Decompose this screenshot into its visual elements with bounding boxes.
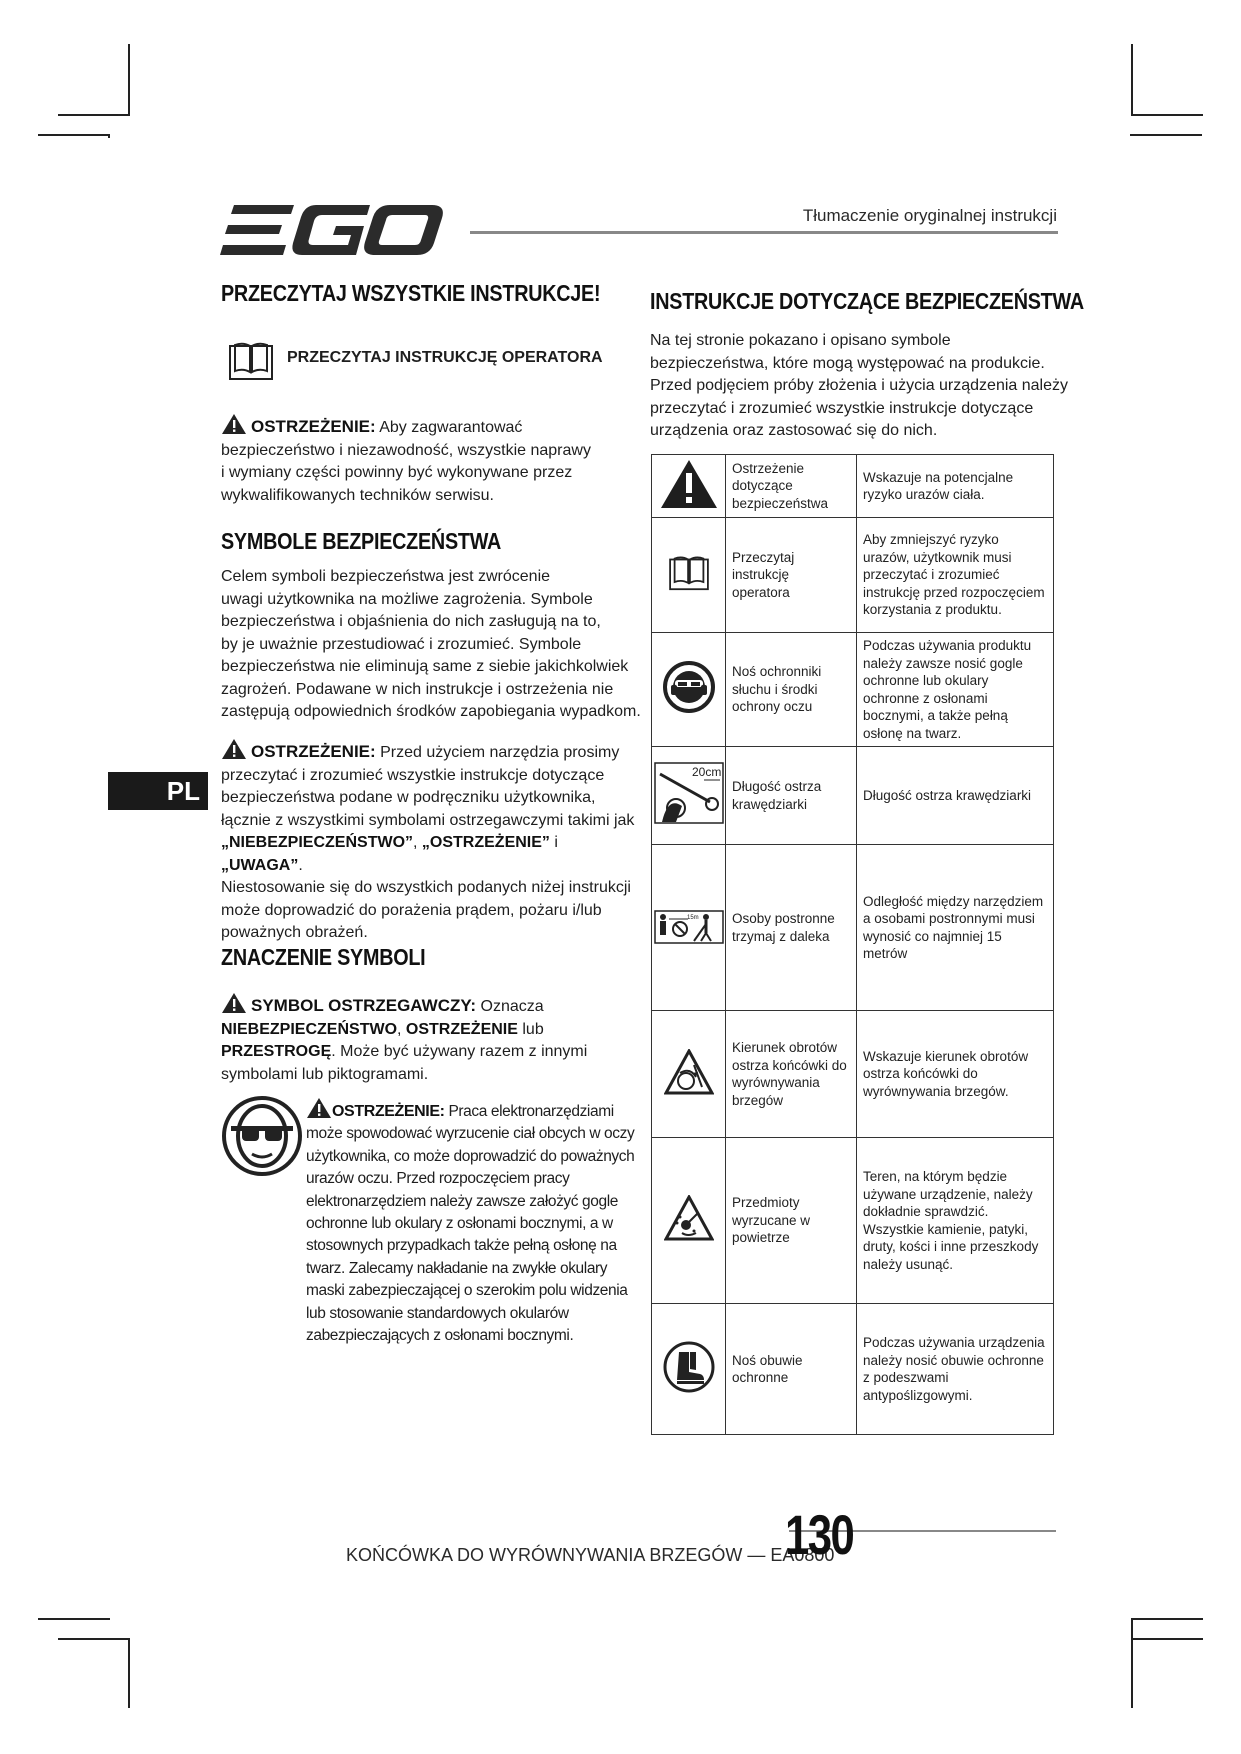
- icon-cell: [652, 1138, 726, 1304]
- warning-triangle-icon: [306, 1097, 332, 1119]
- blade-length-icon: [654, 762, 724, 824]
- symbol-name: Ostrzeżenie dotyczące bezpieczeństwa: [726, 455, 857, 518]
- ego-logo: [220, 203, 445, 257]
- symbols-paragraph: Celem symboli bezpieczeństwa jest zwrócenie uwagi użytkownika na możliwe zagrożenia. Symbole bezpieczeństwa i objaśnienia do nich zasługują na to, by je uważnie przestudiować i zrozumieć. Symbole bezpieczeństwa nie eliminują same z siebie jakichkolwiek zagrożeń. Podawane w nich instrukcje i ostrzeżenia nie zastępują odpowiednich środków zapobiegania wypadkom.: [221, 568, 641, 720]
- warning-repairs: OSTRZEŻENIE: Aby zagwarantować bezpieczeństwo i niezawodność, wszystkie naprawy i wymiany części powinny być wykonywane przez wykwalifikowanych techników serwisu.: [221, 413, 621, 507]
- symbol-description: Aby zmniejszyć ryzyko urazów, użytkownik musi przeczytać i zrozumieć instrukcję przed rozpoczęciem korzystania z produktu.: [857, 518, 1054, 633]
- table-row: [652, 1304, 1054, 1435]
- blade-rotation-icon: [664, 1049, 714, 1095]
- symbol-description: Wskazuje kierunek obrotów ostrza końcówki do wyrównywania brzegów.: [857, 1011, 1054, 1138]
- eye-protection-icon: [221, 1094, 303, 1178]
- crop-mark: [58, 114, 130, 116]
- symbol-description: Długość ostrza krawędziarki: [857, 747, 1054, 845]
- symbol-description: Podczas używania urządzenia należy nosić obuwie ochronne z podeszwami antypoślizgowymi.: [857, 1304, 1054, 1435]
- icon-cell: [652, 747, 726, 845]
- eye-protection-warning: OSTRZEŻENIE: Praca elektronarzędziami może spowodować wyrzucenie ciał obcych w oczy użytkownika, co może doprowadzić do poważnych urazów oczu. Przed rozpoczęciem pracy elektronarzędziem należy zawsze założyć gogle ochronne lub okulary z osłonami bocznymi, a w stosownych przypadkach także pełną osłonę na twarz. Zalecamy nakładanie na zwykłe okulary maski zabezpieczającej o szerokim polu widzenia lub stosowanie standardowych okularów zabezpieczających z osłonami bocznymi.: [306, 1097, 646, 1347]
- warning-triangle-icon: [221, 413, 247, 435]
- crop-mark: [1130, 134, 1202, 136]
- symbol-description: Odległość między narzędziem a osobami postronnymi musi wynosić co najmniej 15 metrów: [857, 845, 1054, 1011]
- symbol-description: Wskazuje na potencjalne ryzyko urazów ciała.: [857, 455, 1054, 518]
- crop-mark: [38, 134, 110, 136]
- table-row: [652, 1138, 1054, 1304]
- table-row: [652, 747, 1054, 845]
- warning-read-instructions: OSTRZEŻENIE: Przed użyciem narzędzia prosimy przeczytać i zrozumieć wszystkie instrukcje dotyczące bezpieczeństwa podane w podręczniku użytkownika, łącznie z wszystkimi symbolami ostrzegawczymi takimi jak „NIEBEZPIECZEŃSTWO”, „OSTRZEŻENIE” i „UWAGA”. Niestosowanie się do wszystkich podanych niżej instrukcji może doprowadzić do porażenia prądem, pożaru i/lub poważnych obrażeń.: [221, 738, 641, 945]
- title-safety-symbols: SYMBOLE BEZPIECZEŃSTWA: [221, 528, 502, 554]
- thrown-objects-icon: [664, 1195, 714, 1241]
- crop-mark: [1131, 1638, 1203, 1640]
- distance-label: 15m: [686, 915, 699, 922]
- symbol-name: Noś obuwie ochronne: [726, 1304, 857, 1435]
- icon-cell: [652, 633, 726, 747]
- ear-eye-protection-icon: [663, 661, 715, 713]
- crop-mark: [128, 1638, 130, 1708]
- icon-cell: [652, 1304, 726, 1435]
- symbols-table: [651, 454, 1054, 1435]
- header-rule: [470, 231, 1058, 234]
- intro-paragraph: Na tej stronie pokazano i opisano symbole bezpieczeństwa, które mogą występować na produkcie. Przed podjęciem próby złożenia i użycia urządzenia należy przeczytać i zrozumieć wszystkie instrukcje dotyczące urządzenia oraz zastosować się do nich.: [650, 332, 1068, 439]
- warning-label: OSTRZEŻENIE:: [251, 417, 376, 436]
- table-row: [652, 518, 1054, 633]
- warning-triangle-icon: [221, 738, 247, 760]
- crop-mark: [1131, 1618, 1133, 1708]
- crop-mark: [108, 134, 110, 138]
- crop-mark: [1131, 1618, 1203, 1620]
- symbol-name: Długość ostrza krawędziarki: [726, 747, 857, 845]
- blade-length-label: 20cm: [691, 765, 721, 780]
- read-manual-icon: [229, 341, 273, 381]
- symbol-name: Osoby postronne trzymaj z daleka: [726, 845, 857, 1011]
- page-number: 130: [785, 1503, 854, 1566]
- warning-symbol-definition: SYMBOL OSTRZEGAWCZY: Oznacza NIEBEZPIECZEŃSTWO, OSTRZEŻENIE lub PRZESTROGĘ. Może być używany razem z innymi symbolami lub piktogramami.: [221, 992, 641, 1086]
- table-row: [652, 845, 1054, 1011]
- symbol-name: Noś ochronniki słuchu i środki ochrony oczu: [726, 633, 857, 747]
- icon-cell: [652, 1011, 726, 1138]
- warning-triangle-icon: [221, 992, 247, 1014]
- read-manual-label: PRZECZYTAJ INSTRUKCJĘ OPERATORA: [287, 349, 603, 366]
- language-tab: PL: [108, 772, 208, 810]
- crop-mark: [58, 1638, 130, 1640]
- icon-cell: [652, 845, 726, 1011]
- crop-mark: [128, 44, 130, 114]
- crop-mark: [1131, 114, 1203, 116]
- symbol-description: Teren, na którym będzie używane urządzenie, należy dokładnie sprawdzić. Wszystkie kamienie, patyki, druty, kości i inne przeszkody należy usunąć.: [857, 1138, 1054, 1304]
- title-safety-instructions: INSTRUKCJE DOTYCZĄCE BEZPIECZEŃSTWA: [650, 288, 1084, 314]
- table-row: [652, 1011, 1054, 1138]
- symbol-description: Podczas używania produktu należy zawsze nosić gogle ochronne lub okulary ochronne z osłonami bocznymi, a także pełną osłonę na twarz.: [857, 633, 1054, 747]
- icon-cell: [652, 455, 726, 518]
- crop-mark: [1131, 44, 1133, 114]
- icon-cell: [652, 518, 726, 633]
- crop-mark: [38, 1618, 110, 1620]
- title-symbol-meaning: ZNACZENIE SYMBOLI: [221, 944, 426, 970]
- table-row: [652, 633, 1054, 747]
- footer-title: KOŃCÓWKA DO WYRÓWNYWANIA BRZEGÓW — EA0800: [346, 1545, 835, 1565]
- warning-triangle-icon: [659, 458, 719, 510]
- symbol-name: Kierunek obrotów ostrza końcówki do wyrównywania brzegów: [726, 1011, 857, 1138]
- symbol-name: Przedmioty wyrzucane w powietrze: [726, 1138, 857, 1304]
- protective-boots-icon: [662, 1340, 716, 1394]
- title-read-all: PRZECZYTAJ WSZYSTKIE INSTRUKCJE!: [221, 280, 601, 306]
- header-subtitle: Tłumaczenie oryginalnej instrukcji: [802, 206, 1057, 225]
- bystanders-distance-icon: [654, 905, 724, 945]
- read-manual-icon: [667, 555, 711, 591]
- symbol-name: Przeczytaj instrukcję operatora: [726, 518, 857, 633]
- table-row: [652, 455, 1054, 518]
